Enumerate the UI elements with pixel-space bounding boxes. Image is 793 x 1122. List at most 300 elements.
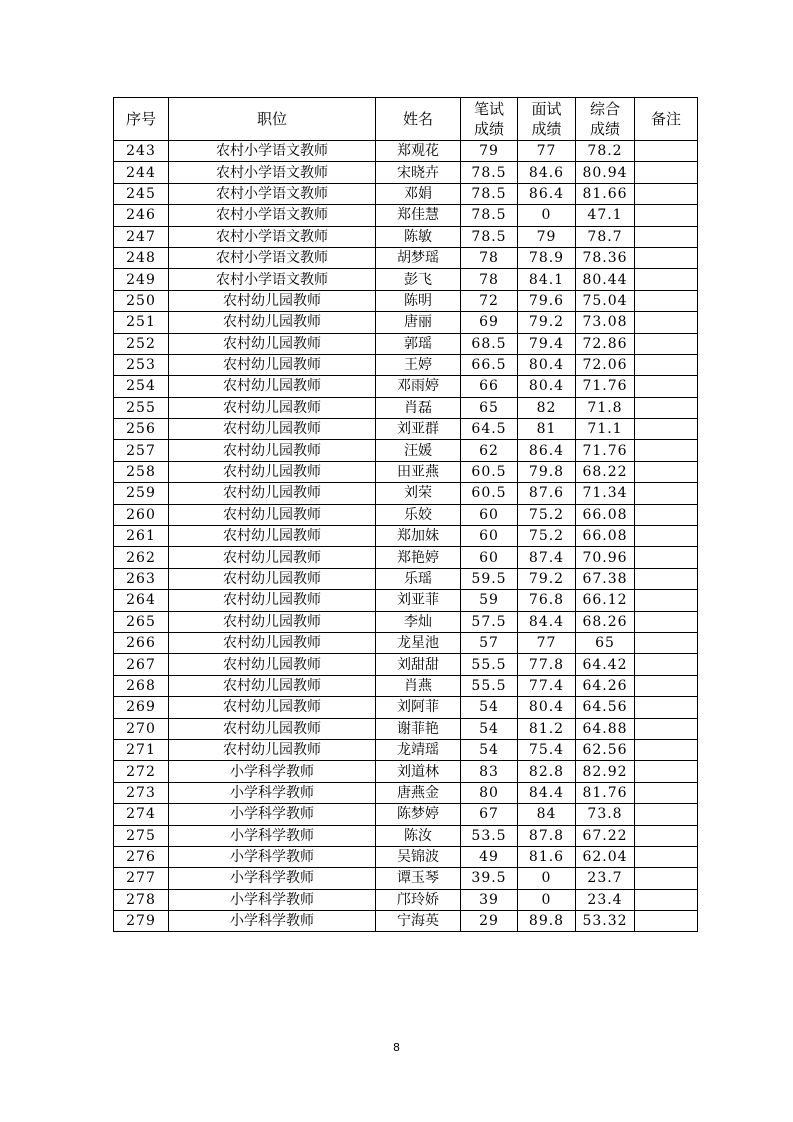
cell-written-score: 39 — [461, 889, 518, 910]
cell-name: 刘亚菲 — [376, 590, 461, 611]
cell-total-score: 80.94 — [576, 162, 635, 183]
cell-interview-score: 80.4 — [518, 354, 576, 375]
cell-written-score: 60.5 — [461, 483, 518, 504]
cell-remarks — [635, 504, 698, 525]
cell-written-score: 57.5 — [461, 611, 518, 632]
cell-position: 农村小学语文教师 — [169, 226, 376, 247]
cell-remarks — [635, 782, 698, 803]
cell-index: 254 — [114, 376, 169, 397]
cell-name: 宁海英 — [376, 911, 461, 932]
cell-interview-score: 81.6 — [518, 846, 576, 867]
table-row — [114, 547, 698, 568]
cell-position: 农村幼儿园教师 — [169, 590, 376, 611]
cell-name: 刘道林 — [376, 761, 461, 782]
cell-total-score: 75.04 — [576, 290, 635, 311]
cell-name: 李灿 — [376, 611, 461, 632]
cell-total-score: 71.76 — [576, 376, 635, 397]
cell-index: 273 — [114, 782, 169, 803]
cell-index: 265 — [114, 611, 169, 632]
header-written-line2: 成绩 — [473, 120, 504, 138]
cell-written-score: 60 — [461, 547, 518, 568]
cell-written-score: 65 — [461, 397, 518, 418]
table-row — [114, 632, 698, 653]
cell-total-score: 64.56 — [576, 697, 635, 718]
cell-remarks — [635, 911, 698, 932]
cell-remarks — [635, 739, 698, 760]
cell-name: 宋晓卉 — [376, 162, 461, 183]
cell-remarks — [635, 718, 698, 739]
table-row — [114, 440, 698, 461]
cell-written-score: 29 — [461, 911, 518, 932]
cell-index: 274 — [114, 804, 169, 825]
cell-position: 农村幼儿园教师 — [169, 654, 376, 675]
header-remarks: 备注 — [635, 98, 698, 141]
table-body — [114, 141, 698, 932]
page-number: 8 — [393, 1041, 400, 1054]
header-index: 序号 — [114, 98, 169, 141]
cell-index: 251 — [114, 312, 169, 333]
cell-total-score: 53.32 — [576, 911, 635, 932]
cell-name: 肖磊 — [376, 397, 461, 418]
cell-name: 郑观花 — [376, 141, 461, 162]
cell-remarks — [635, 526, 698, 547]
cell-remarks — [635, 483, 698, 504]
cell-interview-score: 0 — [518, 205, 576, 226]
cell-interview-score: 81.2 — [518, 718, 576, 739]
cell-name: 田亚燕 — [376, 461, 461, 482]
cell-total-score: 62.04 — [576, 846, 635, 867]
cell-position: 农村幼儿园教师 — [169, 632, 376, 653]
cell-position: 农村幼儿园教师 — [169, 675, 376, 696]
cell-position: 农村幼儿园教师 — [169, 397, 376, 418]
cell-remarks — [635, 611, 698, 632]
cell-interview-score: 84.4 — [518, 611, 576, 632]
cell-interview-score: 79 — [518, 226, 576, 247]
cell-index: 277 — [114, 868, 169, 889]
header-written-score — [461, 98, 518, 141]
table-row — [114, 868, 698, 889]
table-header — [114, 98, 698, 141]
cell-remarks — [635, 205, 698, 226]
cell-remarks — [635, 632, 698, 653]
cell-total-score: 73.08 — [576, 312, 635, 333]
cell-remarks — [635, 675, 698, 696]
cell-remarks — [635, 846, 698, 867]
cell-index: 246 — [114, 205, 169, 226]
cell-remarks — [635, 354, 698, 375]
cell-position: 小学科学教师 — [169, 804, 376, 825]
cell-interview-score: 0 — [518, 868, 576, 889]
cell-index: 276 — [114, 846, 169, 867]
cell-written-score: 67 — [461, 804, 518, 825]
cell-index: 266 — [114, 632, 169, 653]
cell-index: 268 — [114, 675, 169, 696]
table-row — [114, 162, 698, 183]
cell-index: 247 — [114, 226, 169, 247]
cell-remarks — [635, 376, 698, 397]
cell-written-score: 60.5 — [461, 461, 518, 482]
cell-index: 264 — [114, 590, 169, 611]
cell-position: 农村幼儿园教师 — [169, 354, 376, 375]
cell-index: 272 — [114, 761, 169, 782]
table-row — [114, 419, 698, 440]
cell-written-score: 59.5 — [461, 568, 518, 589]
cell-index: 253 — [114, 354, 169, 375]
cell-name: 乐瑶 — [376, 568, 461, 589]
cell-total-score: 67.22 — [576, 825, 635, 846]
table-row — [114, 247, 698, 268]
cell-interview-score: 79.2 — [518, 312, 576, 333]
cell-written-score: 55.5 — [461, 654, 518, 675]
cell-position: 农村幼儿园教师 — [169, 526, 376, 547]
header-row — [114, 98, 698, 141]
cell-written-score: 55.5 — [461, 675, 518, 696]
cell-remarks — [635, 247, 698, 268]
cell-total-score: 68.26 — [576, 611, 635, 632]
cell-position: 农村幼儿园教师 — [169, 568, 376, 589]
cell-total-score: 66.08 — [576, 504, 635, 525]
cell-interview-score: 84.1 — [518, 269, 576, 290]
table-row — [114, 141, 698, 162]
cell-total-score: 64.26 — [576, 675, 635, 696]
table-row — [114, 761, 698, 782]
cell-remarks — [635, 461, 698, 482]
cell-name: 龙靖瑶 — [376, 739, 461, 760]
cell-remarks — [635, 419, 698, 440]
header-total-line2: 成绩 — [589, 120, 620, 138]
cell-position: 小学科学教师 — [169, 825, 376, 846]
cell-interview-score: 80.4 — [518, 697, 576, 718]
cell-interview-score: 75.4 — [518, 739, 576, 760]
cell-interview-score: 84 — [518, 804, 576, 825]
cell-index: 252 — [114, 333, 169, 354]
table-row — [114, 226, 698, 247]
cell-position: 农村幼儿园教师 — [169, 718, 376, 739]
cell-total-score: 23.7 — [576, 868, 635, 889]
cell-total-score: 80.44 — [576, 269, 635, 290]
cell-position: 农村幼儿园教师 — [169, 419, 376, 440]
cell-total-score: 62.56 — [576, 739, 635, 760]
cell-remarks — [635, 568, 698, 589]
cell-position: 农村小学语文教师 — [169, 205, 376, 226]
cell-name: 谭玉琴 — [376, 868, 461, 889]
cell-remarks — [635, 269, 698, 290]
cell-position: 农村幼儿园教师 — [169, 611, 376, 632]
cell-interview-score: 89.8 — [518, 911, 576, 932]
cell-index: 245 — [114, 183, 169, 204]
cell-position: 小学科学教师 — [169, 782, 376, 803]
cell-total-score: 67.38 — [576, 568, 635, 589]
cell-total-score: 78.36 — [576, 247, 635, 268]
cell-total-score: 81.76 — [576, 782, 635, 803]
cell-index: 275 — [114, 825, 169, 846]
cell-written-score: 80 — [461, 782, 518, 803]
table-row — [114, 376, 698, 397]
cell-position: 农村幼儿园教师 — [169, 440, 376, 461]
cell-name: 邓雨婷 — [376, 376, 461, 397]
table-row — [114, 526, 698, 547]
table-row — [114, 825, 698, 846]
cell-name: 刘荣 — [376, 483, 461, 504]
cell-index: 259 — [114, 483, 169, 504]
cell-position: 小学科学教师 — [169, 911, 376, 932]
cell-interview-score: 82 — [518, 397, 576, 418]
cell-remarks — [635, 868, 698, 889]
cell-name: 吴锦波 — [376, 846, 461, 867]
cell-interview-score: 84.4 — [518, 782, 576, 803]
cell-position: 农村幼儿园教师 — [169, 312, 376, 333]
table-row — [114, 782, 698, 803]
cell-written-score: 78.5 — [461, 183, 518, 204]
cell-interview-score: 79.6 — [518, 290, 576, 311]
cell-name: 郑加妹 — [376, 526, 461, 547]
header-interview-score — [518, 98, 576, 141]
cell-written-score: 64.5 — [461, 419, 518, 440]
cell-remarks — [635, 183, 698, 204]
cell-total-score: 72.86 — [576, 333, 635, 354]
cell-written-score: 62 — [461, 440, 518, 461]
table-row — [114, 504, 698, 525]
cell-name: 汪媛 — [376, 440, 461, 461]
cell-interview-score: 79.2 — [518, 568, 576, 589]
cell-index: 279 — [114, 911, 169, 932]
cell-index: 262 — [114, 547, 169, 568]
cell-position: 农村小学语文教师 — [169, 162, 376, 183]
cell-position: 农村幼儿园教师 — [169, 547, 376, 568]
cell-interview-score: 77 — [518, 632, 576, 653]
cell-total-score: 64.42 — [576, 654, 635, 675]
cell-position: 小学科学教师 — [169, 846, 376, 867]
cell-index: 263 — [114, 568, 169, 589]
table-row — [114, 675, 698, 696]
cell-index: 256 — [114, 419, 169, 440]
cell-index: 250 — [114, 290, 169, 311]
cell-position: 农村幼儿园教师 — [169, 697, 376, 718]
cell-interview-score: 81 — [518, 419, 576, 440]
cell-total-score: 71.8 — [576, 397, 635, 418]
table-row — [114, 889, 698, 910]
cell-name: 刘甜甜 — [376, 654, 461, 675]
table-row — [114, 290, 698, 311]
cell-interview-score: 76.8 — [518, 590, 576, 611]
cell-position: 农村幼儿园教师 — [169, 376, 376, 397]
cell-position: 农村幼儿园教师 — [169, 504, 376, 525]
cell-written-score: 54 — [461, 718, 518, 739]
cell-total-score: 65 — [576, 632, 635, 653]
cell-name: 陈汝 — [376, 825, 461, 846]
table-row — [114, 654, 698, 675]
cell-name: 刘亚群 — [376, 419, 461, 440]
cell-written-score: 78 — [461, 247, 518, 268]
table-row — [114, 697, 698, 718]
cell-position: 农村幼儿园教师 — [169, 461, 376, 482]
cell-name: 唐丽 — [376, 312, 461, 333]
cell-name: 乐姣 — [376, 504, 461, 525]
cell-written-score: 54 — [461, 697, 518, 718]
table-row — [114, 461, 698, 482]
cell-index: 243 — [114, 141, 169, 162]
cell-interview-score: 79.4 — [518, 333, 576, 354]
cell-position: 农村小学语文教师 — [169, 141, 376, 162]
cell-interview-score: 82.8 — [518, 761, 576, 782]
cell-total-score: 82.92 — [576, 761, 635, 782]
cell-total-score: 78.7 — [576, 226, 635, 247]
table-row — [114, 183, 698, 204]
cell-total-score: 81.66 — [576, 183, 635, 204]
header-written-line1: 笔试 — [473, 100, 504, 118]
cell-total-score: 64.88 — [576, 718, 635, 739]
cell-index: 260 — [114, 504, 169, 525]
cell-written-score: 68.5 — [461, 333, 518, 354]
cell-interview-score: 80.4 — [518, 376, 576, 397]
cell-written-score: 78.5 — [461, 205, 518, 226]
cell-total-score: 71.34 — [576, 483, 635, 504]
cell-name: 王婷 — [376, 354, 461, 375]
cell-written-score: 53.5 — [461, 825, 518, 846]
cell-index: 249 — [114, 269, 169, 290]
table-row — [114, 483, 698, 504]
cell-index: 269 — [114, 697, 169, 718]
cell-written-score: 72 — [461, 290, 518, 311]
cell-written-score: 66.5 — [461, 354, 518, 375]
cell-written-score: 83 — [461, 761, 518, 782]
cell-index: 248 — [114, 247, 169, 268]
cell-total-score: 66.12 — [576, 590, 635, 611]
cell-written-score: 39.5 — [461, 868, 518, 889]
cell-interview-score: 77.4 — [518, 675, 576, 696]
cell-remarks — [635, 162, 698, 183]
cell-name: 邓娟 — [376, 183, 461, 204]
cell-remarks — [635, 290, 698, 311]
header-position: 职位 — [169, 98, 376, 141]
cell-remarks — [635, 141, 698, 162]
table-row — [114, 269, 698, 290]
cell-index: 261 — [114, 526, 169, 547]
cell-remarks — [635, 440, 698, 461]
cell-interview-score: 84.6 — [518, 162, 576, 183]
cell-name: 刘阿菲 — [376, 697, 461, 718]
header-total-line1: 综合 — [589, 100, 620, 118]
cell-index: 267 — [114, 654, 169, 675]
cell-total-score: 78.2 — [576, 141, 635, 162]
header-total-score — [576, 98, 635, 141]
cell-remarks — [635, 312, 698, 333]
cell-name: 陈梦婷 — [376, 804, 461, 825]
table-row — [114, 911, 698, 932]
cell-written-score: 78.5 — [461, 226, 518, 247]
header-interview-line1: 面试 — [531, 100, 562, 118]
cell-remarks — [635, 654, 698, 675]
table-row — [114, 333, 698, 354]
cell-index: 270 — [114, 718, 169, 739]
cell-position: 小学科学教师 — [169, 868, 376, 889]
cell-position: 农村小学语文教师 — [169, 269, 376, 290]
cell-total-score: 68.22 — [576, 461, 635, 482]
cell-written-score: 69 — [461, 312, 518, 333]
cell-name: 唐燕金 — [376, 782, 461, 803]
cell-remarks — [635, 397, 698, 418]
cell-name: 陈敏 — [376, 226, 461, 247]
header-name: 姓名 — [376, 98, 461, 141]
table-row — [114, 611, 698, 632]
cell-position: 农村幼儿园教师 — [169, 333, 376, 354]
table-row — [114, 739, 698, 760]
cell-total-score: 71.76 — [576, 440, 635, 461]
cell-total-score: 73.8 — [576, 804, 635, 825]
cell-name: 龙星池 — [376, 632, 461, 653]
cell-written-score: 78.5 — [461, 162, 518, 183]
cell-name: 胡梦瑶 — [376, 247, 461, 268]
cell-total-score: 66.08 — [576, 526, 635, 547]
table-row — [114, 354, 698, 375]
cell-total-score: 23.4 — [576, 889, 635, 910]
cell-remarks — [635, 547, 698, 568]
cell-interview-score: 0 — [518, 889, 576, 910]
cell-position: 农村幼儿园教师 — [169, 739, 376, 760]
cell-index: 255 — [114, 397, 169, 418]
cell-remarks — [635, 697, 698, 718]
cell-name: 郑佳慧 — [376, 205, 461, 226]
cell-interview-score: 86.4 — [518, 183, 576, 204]
cell-interview-score: 79.8 — [518, 461, 576, 482]
cell-index: 258 — [114, 461, 169, 482]
cell-name: 肖燕 — [376, 675, 461, 696]
cell-index: 278 — [114, 889, 169, 910]
cell-position: 农村小学语文教师 — [169, 247, 376, 268]
table-row — [114, 205, 698, 226]
cell-remarks — [635, 761, 698, 782]
cell-written-score: 60 — [461, 504, 518, 525]
cell-written-score: 59 — [461, 590, 518, 611]
table-row — [114, 718, 698, 739]
cell-index: 244 — [114, 162, 169, 183]
cell-position: 小学科学教师 — [169, 761, 376, 782]
cell-position: 小学科学教师 — [169, 889, 376, 910]
cell-remarks — [635, 590, 698, 611]
cell-written-score: 57 — [461, 632, 518, 653]
cell-name: 郑艳婷 — [376, 547, 461, 568]
cell-index: 271 — [114, 739, 169, 760]
cell-remarks — [635, 804, 698, 825]
cell-position: 农村幼儿园教师 — [169, 483, 376, 504]
cell-remarks — [635, 333, 698, 354]
cell-interview-score: 75.2 — [518, 504, 576, 525]
cell-name: 彭飞 — [376, 269, 461, 290]
cell-interview-score: 87.8 — [518, 825, 576, 846]
cell-interview-score: 87.4 — [518, 547, 576, 568]
cell-interview-score: 75.2 — [518, 526, 576, 547]
cell-total-score: 72.06 — [576, 354, 635, 375]
cell-written-score: 78 — [461, 269, 518, 290]
table-row — [114, 397, 698, 418]
cell-name: 谢菲艳 — [376, 718, 461, 739]
score-table — [113, 97, 698, 932]
cell-written-score: 54 — [461, 739, 518, 760]
cell-index: 257 — [114, 440, 169, 461]
cell-interview-score: 78.9 — [518, 247, 576, 268]
cell-name: 陈明 — [376, 290, 461, 311]
cell-remarks — [635, 226, 698, 247]
table-row — [114, 568, 698, 589]
cell-total-score: 47.1 — [576, 205, 635, 226]
table-row — [114, 312, 698, 333]
cell-interview-score: 77.8 — [518, 654, 576, 675]
cell-total-score: 70.96 — [576, 547, 635, 568]
cell-position: 农村小学语文教师 — [169, 183, 376, 204]
cell-total-score: 71.1 — [576, 419, 635, 440]
cell-remarks — [635, 825, 698, 846]
table-row — [114, 590, 698, 611]
